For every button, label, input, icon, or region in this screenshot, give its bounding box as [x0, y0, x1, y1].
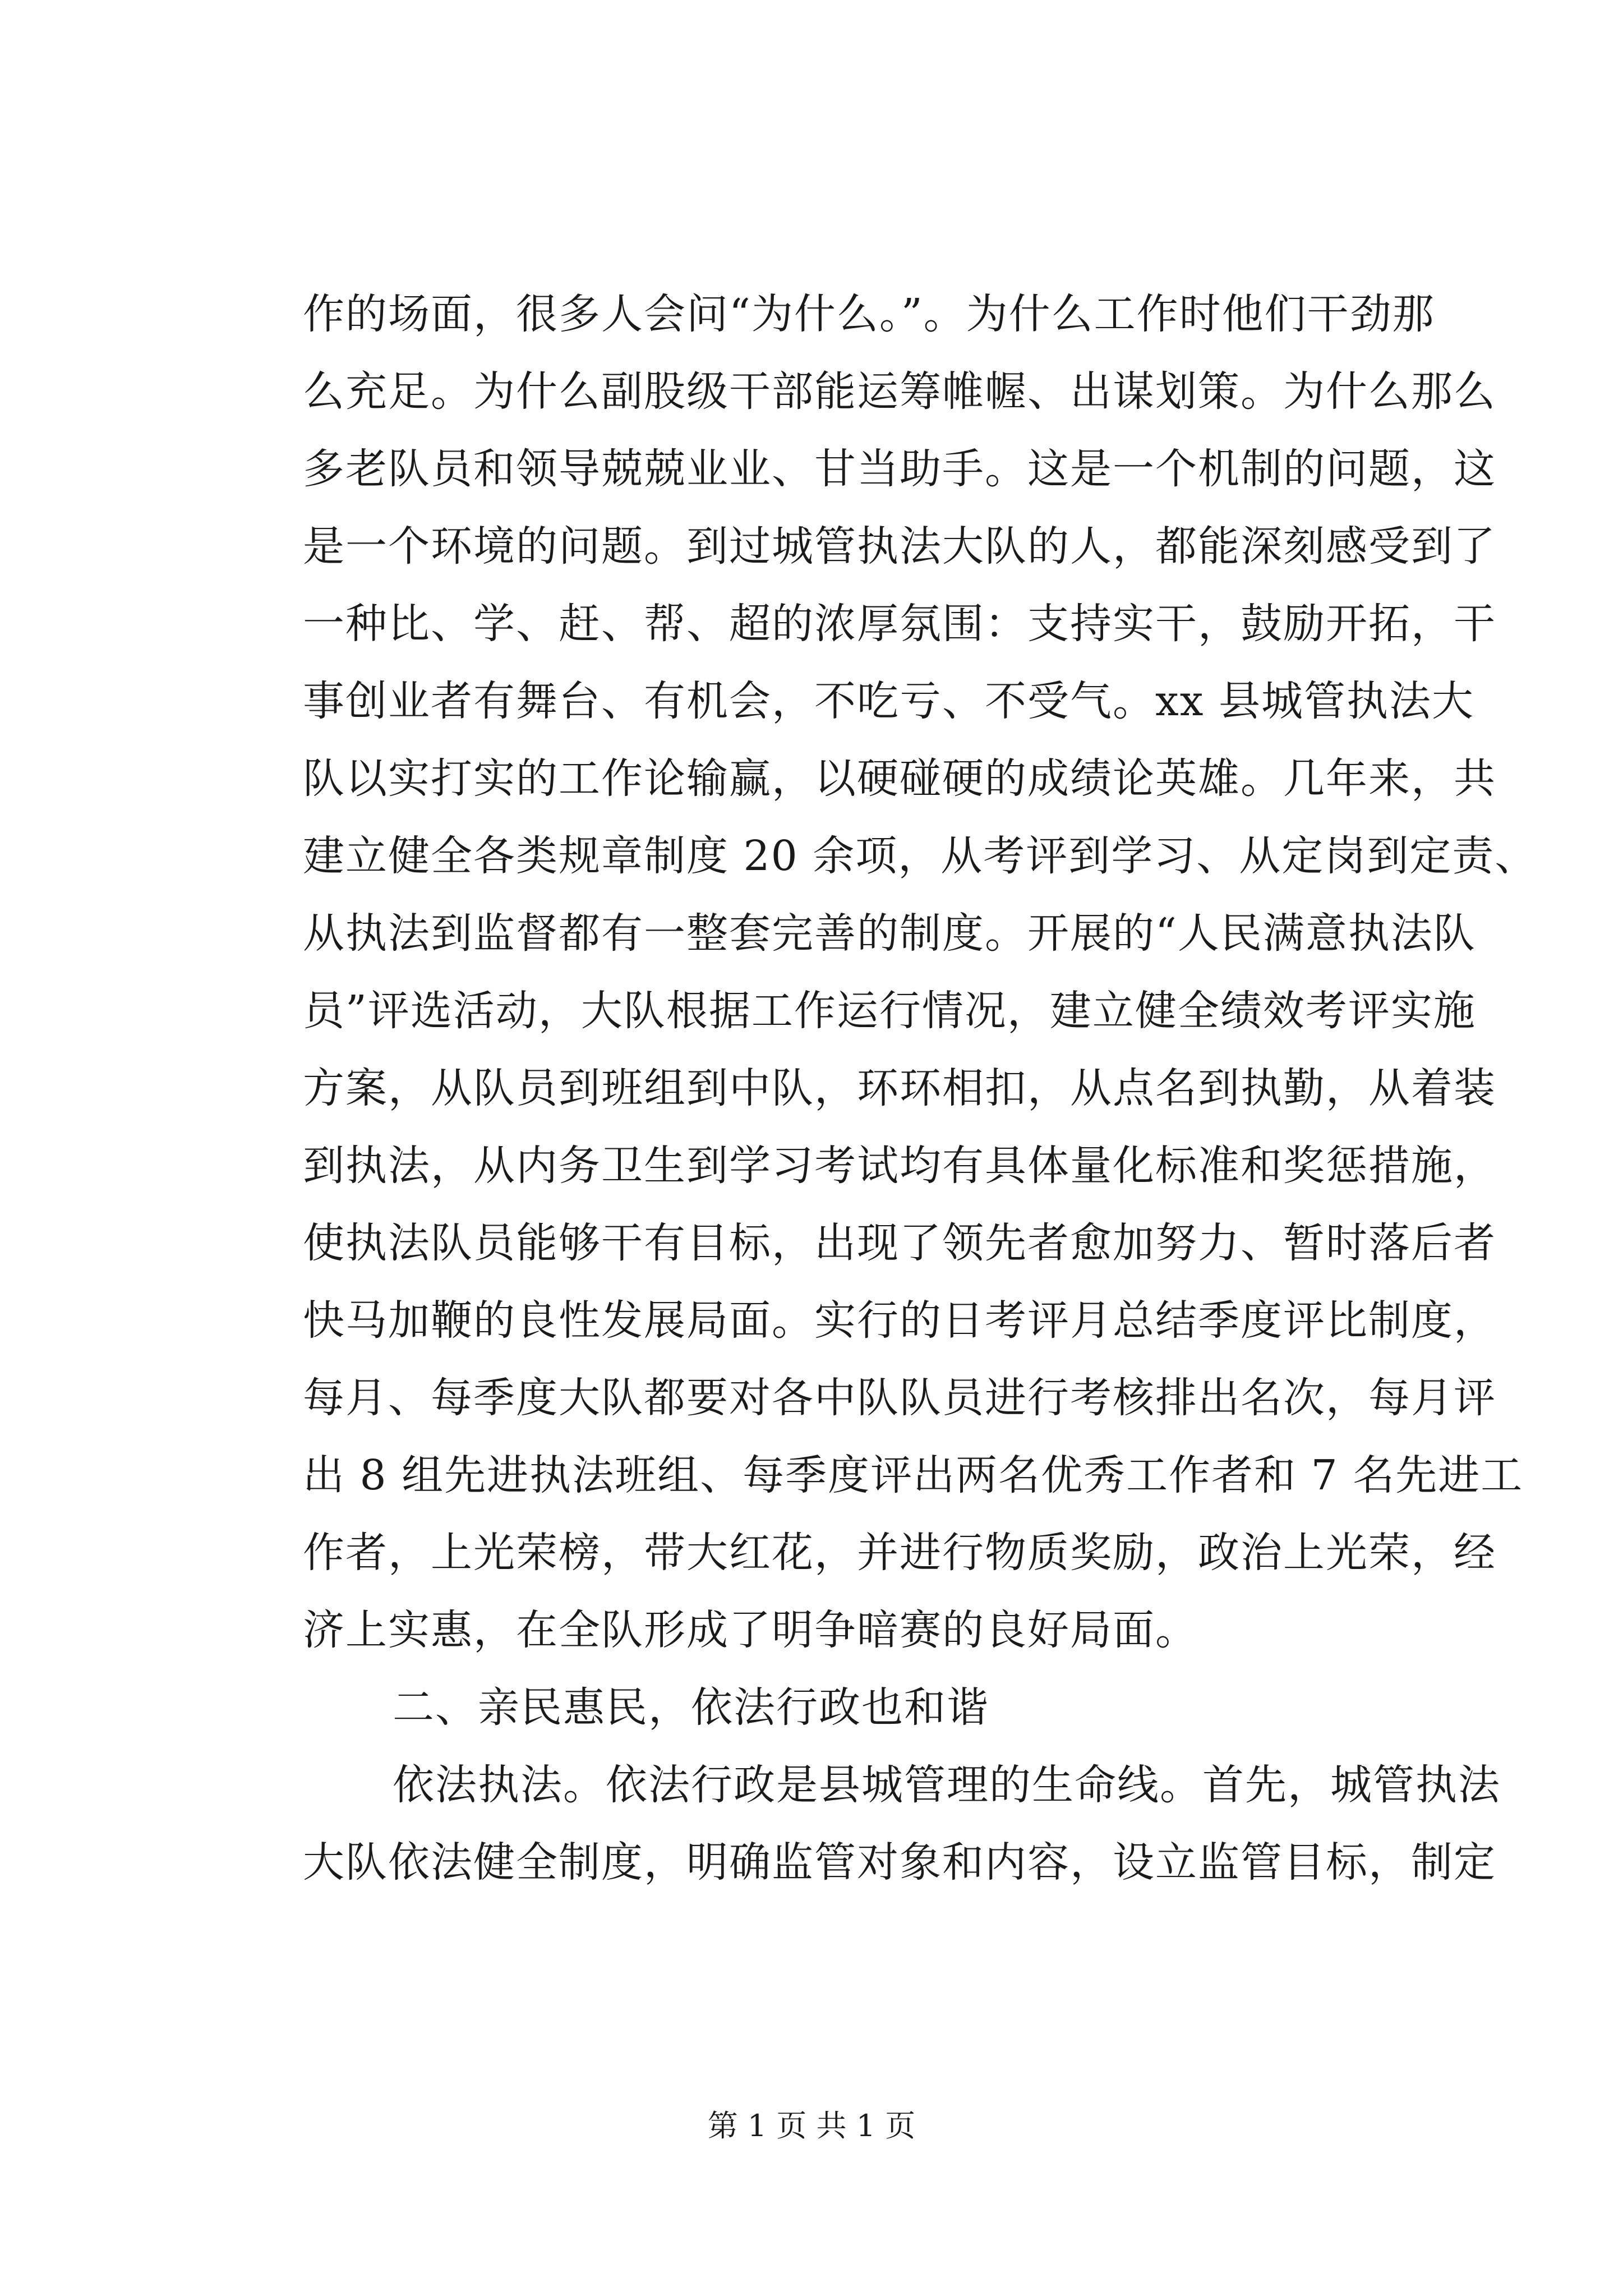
text-line: 快马加鞭的良性发展局面。实行的日考评月总结季度评比制度，: [303, 1296, 1496, 1345]
text-line: 使执法队员能够干有目标，出现了领先者愈加努力、暂时落后者: [303, 1219, 1496, 1267]
text-line: 是一个环境的问题。到过城管执法大队的人，都能深刻感受到了: [303, 522, 1496, 570]
text-line: 一种比、学、赶、帮、超的浓厚氛围：支持实干，鼓励开拓，干: [303, 600, 1496, 648]
text-line: 么充足。为什么副股级干部能运筹帷幄、出谋划策。为什么那么: [303, 367, 1496, 416]
text-line: 方案，从队员到班组到中队，环环相扣，从点名到执勤，从着装: [303, 1064, 1496, 1112]
text-line: 大队依法健全制度，明确监管对象和内容，设立监管目标，制定: [303, 1838, 1496, 1887]
text-line: 济上实惠，在全队形成了明争暗赛的良好局面。: [303, 1606, 1198, 1654]
page-footer: 第 1 页 共 1 页: [707, 2108, 916, 2143]
section-heading: 二、亲民惠民，依法行政也和谐: [393, 1683, 989, 1732]
text-line: 作的场面，很多人会问“为什么。”。为什么工作时他们干劲那: [303, 290, 1435, 338]
text-line: 建立健全各类规章制度 20 余项，从考评到学习、从定岗到定责、: [303, 832, 1538, 880]
text-line: 多老队员和领导兢兢业业、甘当助手。这是一个机制的问题，这: [303, 445, 1496, 493]
text-line: 事创业者有舞台、有机会，不吃亏、不受气。xx 县城管执法大: [303, 677, 1474, 725]
text-line: 员”评选活动，大队根据工作运行情况，建立健全绩效考评实施: [303, 987, 1476, 1035]
text-line: 依法执法。依法行政是县城管理的生命线。首先，城管执法: [393, 1761, 1501, 1809]
text-line: 作者，上光荣榜，带大红花，并进行物质奖励，政治上光荣，经: [303, 1529, 1496, 1577]
text-line: 每月、每季度大队都要对各中队队员进行考核排出名次，每月评: [303, 1374, 1496, 1422]
text-line: 到执法，从内务卫生到学习考试均有具体量化标准和奖惩措施，: [303, 1142, 1496, 1190]
text-line: 出 8 组先进执法班组、每季度评出两名优秀工作者和 7 名先进工: [303, 1451, 1524, 1499]
text-line: 队以实打实的工作论输赢，以硬碰硬的成绩论英雄。几年来，共: [303, 754, 1496, 803]
text-line: 从执法到监督都有一整套完善的制度。开展的“人民满意执法队: [303, 909, 1476, 958]
